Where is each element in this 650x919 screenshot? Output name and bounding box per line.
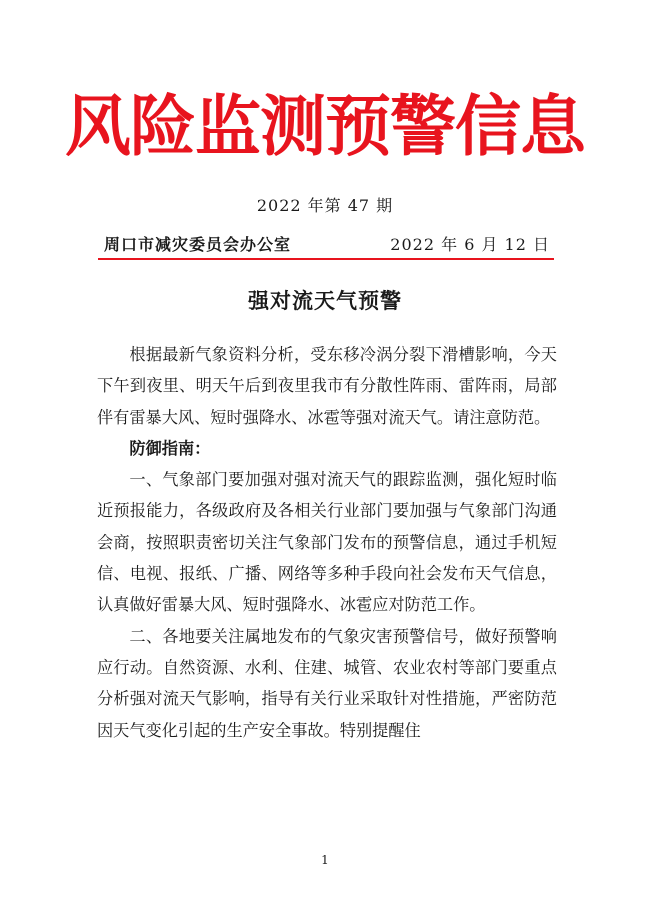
body-heading-guidance: 防御指南： xyxy=(129,438,211,458)
issue-date: 2022 年 6 月 12 日 xyxy=(390,235,550,254)
red-divider-line xyxy=(98,258,554,260)
issuer-date-row xyxy=(100,233,552,257)
body-paragraph-item-2: 二、各地要关注属地发布的气象灾害预警信号，做好预警响应行动。自然资源、水利、住建、城管、农业农村等部门要重点分析强对流天气影响，指导有关行业采取针对性措施，严密防范因天气变化引起的生产安全事故。特别提醒住 xyxy=(97,626,557,740)
document-body xyxy=(97,339,557,746)
body-paragraph-intro: 根据最新气象资料分析，受东移冷涡分裂下滑槽影响，今天下午到夜里、明天午后到夜里我市有分散性阵雨、雷阵雨，局部伴有雷暴大风、短时强降水、冰雹等强对流天气。请注意防范。 xyxy=(97,345,557,427)
issuer-name: 周口市减灾委员会办公室 xyxy=(104,235,292,254)
issue-number: 2022 年第 47 期 xyxy=(256,196,394,215)
masthead-title: 风险监测预警信息 xyxy=(65,87,585,165)
page-number: 1 xyxy=(321,853,329,867)
body-paragraph-item-1: 一、气象部门要加强对强对流天气的跟踪监测，强化短时临近预报能力，各级政府及各相关行业部门要加强与气象部门沟通会商，按照职责密切关注气象部门发布的预警信息，通过手机短信、电视、报纸、广播、网络等多种手段向社会发布天气信息，认真做好雷暴大风、短时强降水、冰雹应对防范工作。 xyxy=(97,470,557,615)
document-title: 强对流天气预警 xyxy=(248,288,402,313)
